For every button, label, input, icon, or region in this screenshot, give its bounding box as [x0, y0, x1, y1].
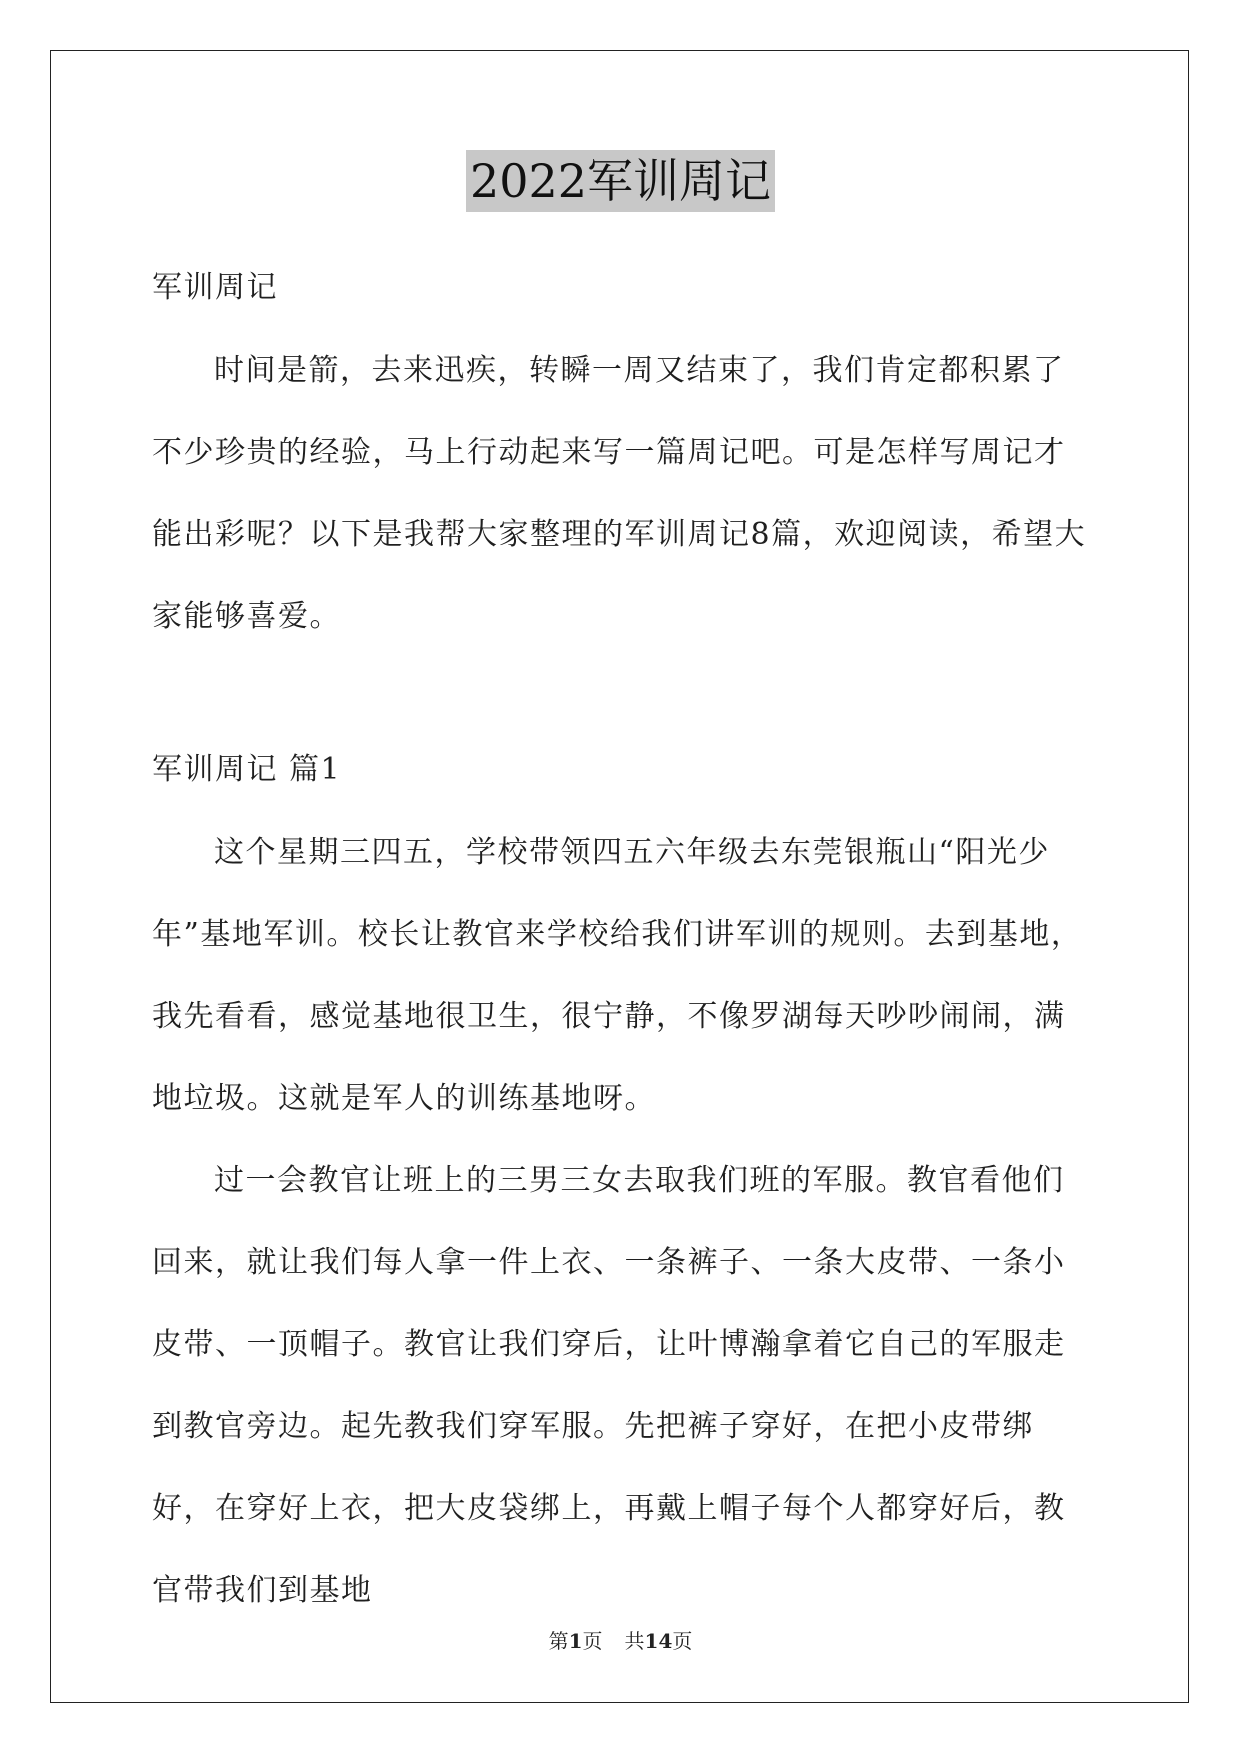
section-body	[152, 812, 1092, 1632]
footer-total-suffix: 页	[672, 1629, 693, 1653]
section-heading: 军训周记 篇1	[152, 752, 342, 787]
page-footer	[0, 1625, 1241, 1654]
footer-total-pages: 14	[644, 1629, 673, 1653]
intro-block	[152, 330, 1092, 658]
body-paragraph-1: 这个星期三四五，学校带领四五六年级去东莞银瓶山“阳光少年”基地军训。校长让教官来学校给我们讲军训的规则。去到基地，我先看看，感觉基地很卫生，很宁静，不像罗湖每天吵吵闹闹，满地垃圾。这就是军人的训练基地呀。	[152, 835, 1083, 1116]
document-title: 2022军训周记	[466, 150, 775, 212]
footer-page-suffix: 页	[582, 1629, 603, 1653]
intro-heading: 军训周记	[152, 270, 278, 305]
footer-total-prefix: 共	[624, 1629, 645, 1653]
intro-paragraph: 时间是箭，去来迅疾，转瞬一周又结束了，我们肯定都积累了不少珍贵的经验，马上行动起来写一篇周记吧。可是怎样写周记才能出彩呢？以下是我帮大家整理的军训周记8篇，欢迎阅读，希望大家能够喜爱。	[152, 353, 1087, 634]
footer-page-prefix: 第	[548, 1629, 569, 1653]
footer-page-number: 1	[568, 1629, 583, 1653]
body-paragraph-2: 过一会教官让班上的三男三女去取我们班的军服。教官看他们回来，就让我们每人拿一件上衣、一条裤子、一条大皮带、一条小皮带、一顶帽子。教官让我们穿后，让叶博瀚拿着它自己的军服走到教官旁边。起先教我们穿军服。先把裤子穿好，在把小皮带绑好，在穿好上衣，把大皮袋绑上，再戴上帽子每个人都穿好后，教官带我们到基地	[152, 1163, 1066, 1608]
document-title-container	[0, 150, 1241, 212]
